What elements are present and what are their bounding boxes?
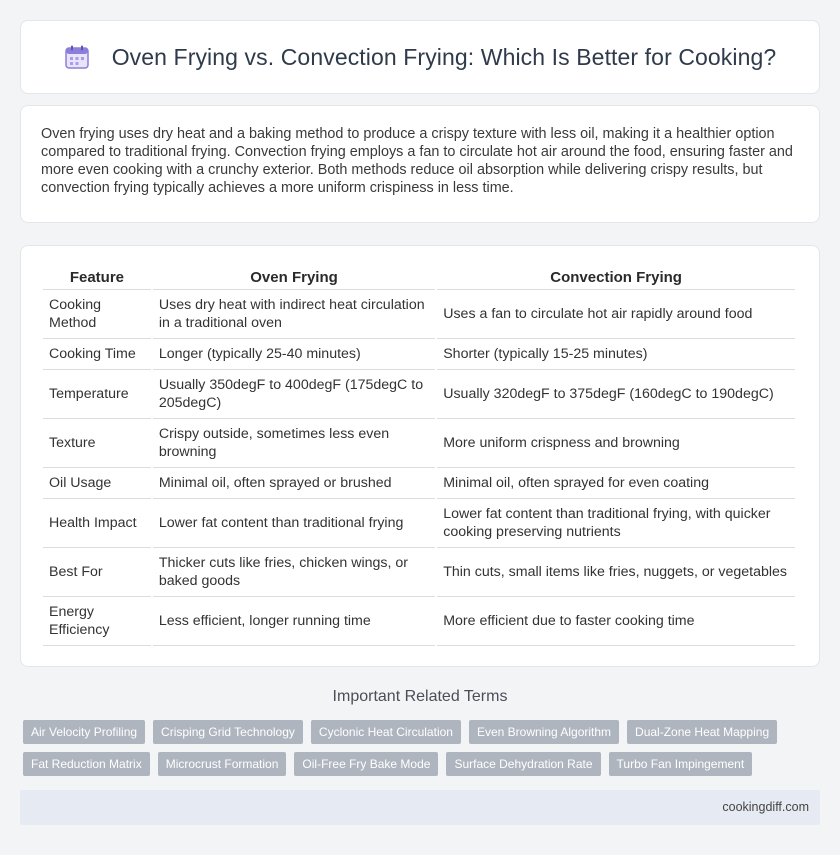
feature-cell: Energy Efficiency	[43, 597, 151, 646]
header-feature: Feature	[43, 264, 151, 290]
related-term-tag[interactable]: Surface Dehydration Rate	[446, 752, 600, 776]
related-term-tag[interactable]: Even Browning Algorithm	[469, 720, 619, 744]
oven-cell: Uses dry heat with indirect heat circulation in a traditional oven	[153, 290, 435, 339]
feature-cell: Temperature	[43, 370, 151, 419]
feature-cell: Best For	[43, 548, 151, 597]
oven-cell: Lower fat content than traditional frying	[153, 499, 435, 548]
related-term-tag[interactable]: Turbo Fan Impingement	[609, 752, 753, 776]
tag-row	[23, 720, 823, 744]
feature-cell: Cooking Time	[43, 339, 151, 370]
convection-cell: Minimal oil, often sprayed for even coating	[437, 468, 795, 499]
convection-cell: More efficient due to faster cooking time	[437, 597, 795, 646]
calendar-icon	[64, 44, 90, 70]
related-terms-heading: Important Related Terms	[332, 688, 508, 705]
oven-cell: Crispy outside, sometimes less even browning	[153, 419, 435, 468]
convection-cell: Usually 320degF to 375degF (160degC to 190degC)	[437, 370, 795, 419]
convection-cell: Uses a fan to circulate hot air rapidly around food	[437, 290, 795, 339]
header-convection-frying: Convection Frying	[437, 264, 795, 290]
footer-site-link[interactable]: cookingdiff.com	[722, 800, 809, 814]
comparison-table	[41, 264, 797, 646]
table-row	[43, 499, 795, 548]
convection-cell: Lower fat content than traditional frying, with quicker cooking preserving nutrients	[437, 499, 795, 548]
header-oven-frying: Oven Frying	[153, 264, 435, 290]
table-row	[43, 597, 795, 646]
footer	[20, 790, 820, 825]
oven-cell: Thicker cuts like fries, chicken wings, or baked goods	[153, 548, 435, 597]
oven-cell: Longer (typically 25-40 minutes)	[153, 339, 435, 370]
table-row	[43, 548, 795, 597]
convection-cell: Shorter (typically 15-25 minutes)	[437, 339, 795, 370]
intro-text: Oven frying uses dry heat and a baking method to produce a crispy texture with less oil, making it a healthier option compared to traditional frying. Convection frying employs a fan to circulate hot air around the food, ensuring faster and more even cooking with a crunchy exterior. Both methods reduce oil absorption while delivering crispy results, but convection frying typically achieves a more uniform crispiness in less time.	[41, 126, 793, 196]
feature-cell: Health Impact	[43, 499, 151, 548]
table-row	[43, 370, 795, 419]
convection-cell: More uniform crispness and browning	[437, 419, 795, 468]
table-row	[43, 468, 795, 499]
feature-cell: Oil Usage	[43, 468, 151, 499]
feature-cell: Texture	[43, 419, 151, 468]
table-row	[43, 339, 795, 370]
related-term-tag[interactable]: Crisping Grid Technology	[153, 720, 303, 744]
related-term-tag[interactable]: Microcrust Formation	[158, 752, 287, 776]
related-term-tag[interactable]: Dual-Zone Heat Mapping	[627, 720, 777, 744]
tag-row	[23, 752, 823, 776]
related-terms-list	[23, 720, 823, 784]
related-term-tag[interactable]: Oil-Free Fry Bake Mode	[294, 752, 438, 776]
oven-cell: Minimal oil, often sprayed or brushed	[153, 468, 435, 499]
oven-cell: Less efficient, longer running time	[153, 597, 435, 646]
intro-card	[20, 105, 820, 223]
table-header-row	[43, 264, 795, 290]
comparison-card	[20, 245, 820, 667]
related-term-tag[interactable]: Fat Reduction Matrix	[23, 752, 150, 776]
title-card	[20, 20, 820, 94]
convection-cell: Thin cuts, small items like fries, nuggets, or vegetables	[437, 548, 795, 597]
table-row	[43, 290, 795, 339]
related-term-tag[interactable]: Cyclonic Heat Circulation	[311, 720, 461, 744]
page-title: Oven Frying vs. Convection Frying: Which Is Better for Cooking?	[111, 43, 777, 70]
related-term-tag[interactable]: Air Velocity Profiling	[23, 720, 145, 744]
oven-cell: Usually 350degF to 400degF (175degC to 205degC)	[153, 370, 435, 419]
feature-cell: Cooking Method	[43, 290, 151, 339]
table-row	[43, 419, 795, 468]
